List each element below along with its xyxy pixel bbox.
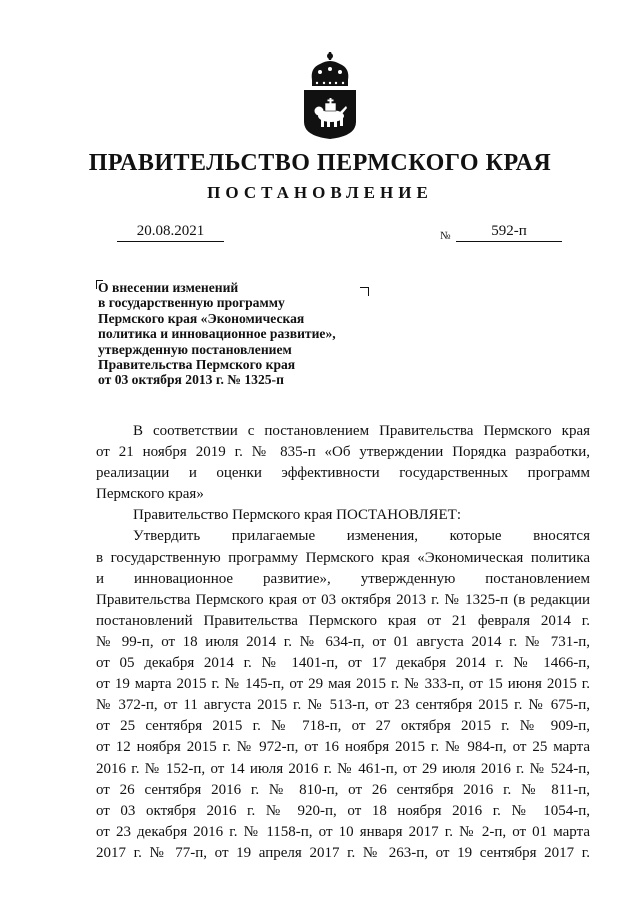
subject-line: утвержденную постановлением	[98, 341, 292, 357]
body-line: от 03 октября 2016 г. № 920-п, от 18 ноября 2016 г. № 1054-п,	[96, 802, 590, 819]
body-line: от 21 ноября 2019 г. № 835-п «Об утверждении Порядка разработки,	[96, 444, 590, 461]
body-line: Утвердить прилагаемые изменения, которые вносятся	[133, 528, 590, 545]
body-line: Правительства Пермского края от 03 октября 2013 г. № 1325-п (в редакции	[96, 591, 590, 608]
body-line: от 19 марта 2015 г. № 145-п, от 29 мая 2015 г. № 333-п, от 15 июня 2015 г.	[96, 676, 590, 693]
body-line: постановлений Правительства Пермского края от 21 февраля 2014 г.	[96, 612, 590, 629]
subject-line: политика и инновационное развитие»,	[98, 326, 336, 342]
body-line: от 26 сентября 2016 г. № 810-п, от 26 сентября 2016 г. № 811-п,	[96, 781, 590, 798]
document-body	[96, 421, 590, 864]
body-line: 2017 г. № 77-п, от 19 апреля 2017 г. № 263-п, от 19 сентября 2017 г.	[96, 844, 590, 861]
subject-line: Пермского края «Экономическая	[98, 310, 305, 326]
subject-line: Правительства Пермского края	[98, 357, 296, 373]
body-line: № 99-п, от 18 июля 2014 г. № 634-п, от 01 августа 2014 г. № 731-п,	[96, 633, 590, 650]
document-type: ПОСТАНОВЛЕНИЕ	[207, 183, 433, 202]
body-line: от 25 сентября 2015 г. № 718-п, от 27 октября 2015 г. № 909-п,	[96, 718, 590, 735]
body-line: В соответствии с постановлением Правительства Пермского края	[133, 423, 590, 439]
body-line: № 372-п, от 11 августа 2015 г. № 513-п, от 23 сентября 2015 г. № 675-п,	[96, 697, 590, 714]
subject-line: от 03 октября 2013 г. № 1325-п	[98, 372, 284, 388]
body-line: Правительство Пермского края ПОСТАНОВЛЯЕТ:	[133, 507, 462, 524]
government-title: ПРАВИТЕЛЬСТВО ПЕРМСКОГО КРАЯ	[88, 150, 552, 176]
body-line: и инновационное развитие», утвержденную постановлением	[96, 570, 590, 587]
body-line: от 12 ноября 2015 г. № 972-п, от 16 ноября 2015 г. № 984-п, от 25 марта	[96, 739, 590, 756]
document-subject	[98, 280, 398, 388]
document-number: 592-п	[456, 221, 562, 242]
subject-line: в государственную программу	[98, 295, 285, 311]
subject-line: О внесении изменений	[98, 280, 239, 295]
perm-krai-coat-of-arms-icon	[300, 50, 360, 140]
body-line: реализации и оценки эффективности государственных программ	[96, 465, 590, 482]
body-line: от 23 декабря 2016 г. № 1158-п, от 10 января 2017 г. № 2-п, от 01 марта	[96, 823, 590, 840]
body-line: 2016 г. № 152-п, от 14 июля 2016 г. № 461-п, от 29 июля 2016 г. № 524-п,	[96, 760, 590, 777]
number-label: №	[440, 230, 451, 242]
body-line: от 05 декабря 2014 г. № 1401-п, от 17 декабря 2014 г. № 1466-п,	[96, 655, 590, 672]
document-date: 20.08.2021	[117, 221, 224, 242]
body-line: в государственную программу Пермского края «Экономическая политика	[96, 549, 590, 566]
body-line: Пермского края»	[96, 486, 204, 503]
